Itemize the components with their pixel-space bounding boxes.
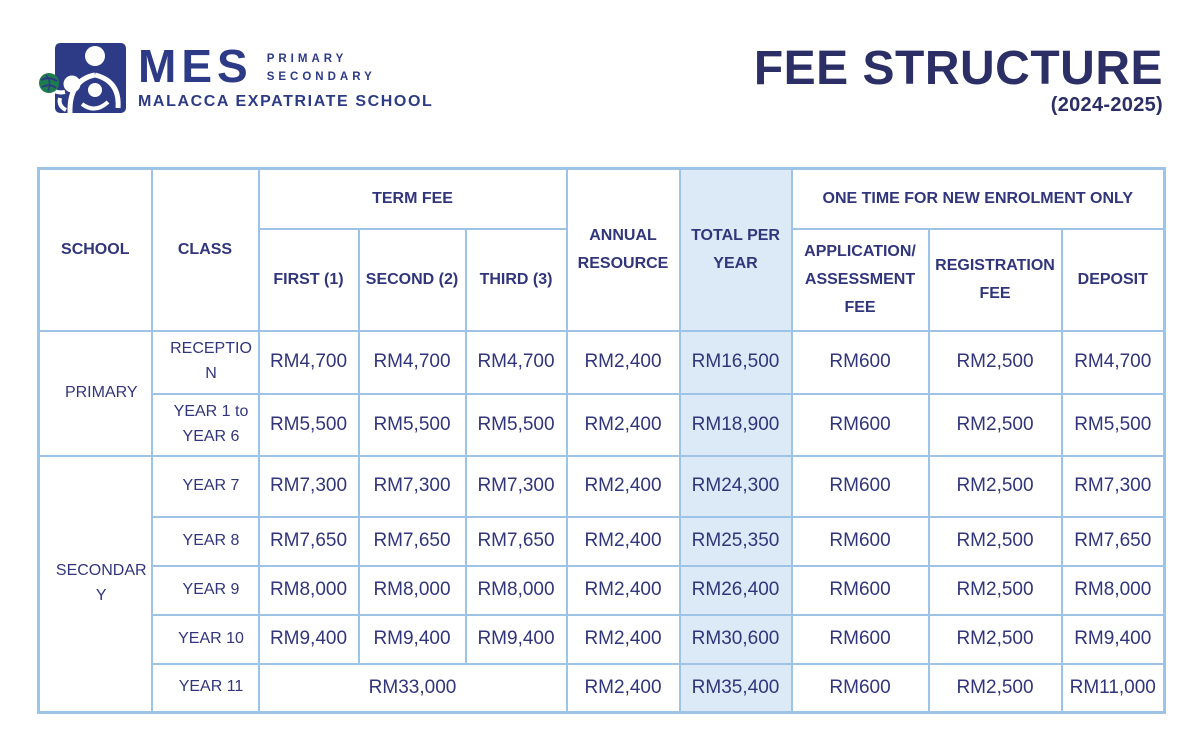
table-row bbox=[39, 664, 1165, 713]
mes-logo-icon bbox=[38, 40, 130, 116]
third-term-fee-cell: RM8,000 bbox=[466, 566, 567, 615]
school-cell-secondary: SECONDARY bbox=[39, 456, 152, 713]
fee-structure-table bbox=[37, 167, 1166, 714]
col-header-total-per-year: TOTAL PER YEAR bbox=[680, 169, 792, 331]
annual-resource-cell: RM2,400 bbox=[567, 331, 680, 394]
page-subtitle: (2024-2025) bbox=[1050, 94, 1163, 116]
application-fee-cell: RM600 bbox=[792, 615, 929, 664]
second-term-fee-cell: RM7,650 bbox=[359, 517, 466, 566]
annual-resource-cell: RM2,400 bbox=[567, 566, 680, 615]
deposit-cell: RM7,300 bbox=[1062, 456, 1165, 517]
merged-term-fee-cell: RM33,000 bbox=[259, 664, 567, 713]
second-term-fee-cell: RM7,300 bbox=[359, 456, 466, 517]
table-row bbox=[39, 517, 1165, 566]
page-header bbox=[38, 40, 1163, 117]
table-row bbox=[39, 615, 1165, 664]
first-term-fee-cell: RM8,000 bbox=[259, 566, 359, 615]
col-header-one-time: ONE TIME FOR NEW ENROLMENT ONLY bbox=[792, 169, 1165, 229]
second-term-fee-cell: RM8,000 bbox=[359, 566, 466, 615]
total-per-year-cell: RM26,400 bbox=[680, 566, 792, 615]
col-header-third-term: THIRD (3) bbox=[466, 229, 567, 331]
table-row bbox=[39, 394, 1165, 456]
application-fee-cell: RM600 bbox=[792, 394, 929, 456]
deposit-cell: RM8,000 bbox=[1062, 566, 1165, 615]
col-header-term-fee: TERM FEE bbox=[259, 169, 567, 229]
annual-resource-cell: RM2,400 bbox=[567, 394, 680, 456]
registration-fee-cell: RM2,500 bbox=[929, 394, 1062, 456]
application-fee-cell: RM600 bbox=[792, 331, 929, 394]
application-fee-cell: RM600 bbox=[792, 664, 929, 713]
school-logo bbox=[38, 40, 433, 116]
third-term-fee-cell: RM4,700 bbox=[466, 331, 567, 394]
col-header-application-fee: APPLICATION/ ASSESSMENT FEE bbox=[792, 229, 929, 331]
school-cell-primary: PRIMARY bbox=[39, 331, 152, 456]
registration-fee-cell: RM2,500 bbox=[929, 517, 1062, 566]
logo-acronym: MES bbox=[138, 40, 253, 92]
document-title-block bbox=[754, 40, 1163, 117]
col-header-second-term: SECOND (2) bbox=[359, 229, 466, 331]
third-term-fee-cell: RM7,300 bbox=[466, 456, 567, 517]
application-fee-cell: RM600 bbox=[792, 517, 929, 566]
first-term-fee-cell: RM4,700 bbox=[259, 331, 359, 394]
second-term-fee-cell: RM5,500 bbox=[359, 394, 466, 456]
class-cell: YEAR 8 bbox=[152, 517, 259, 566]
logo-level-secondary: SECONDARY bbox=[266, 70, 376, 83]
application-fee-cell: RM600 bbox=[792, 566, 929, 615]
class-cell: YEAR 1 to YEAR 6 bbox=[152, 394, 259, 456]
total-per-year-cell: RM16,500 bbox=[680, 331, 792, 394]
table-row bbox=[39, 456, 1165, 517]
logo-level-primary: PRIMARY bbox=[266, 53, 348, 65]
page-title: FEE STRUCTURE bbox=[753, 42, 1163, 95]
total-per-year-cell: RM18,900 bbox=[680, 394, 792, 456]
logo-text-block bbox=[138, 40, 433, 111]
annual-resource-cell: RM2,400 bbox=[567, 517, 680, 566]
second-term-fee-cell: RM9,400 bbox=[359, 615, 466, 664]
annual-resource-cell: RM2,400 bbox=[567, 456, 680, 517]
registration-fee-cell: RM2,500 bbox=[929, 566, 1062, 615]
annual-resource-cell: RM2,400 bbox=[567, 615, 680, 664]
total-per-year-cell: RM35,400 bbox=[680, 664, 792, 713]
col-header-first-term: FIRST (1) bbox=[259, 229, 359, 331]
logo-school-name: MALACCA EXPATRIATE SCHOOL bbox=[138, 92, 434, 110]
first-term-fee-cell: RM5,500 bbox=[259, 394, 359, 456]
application-fee-cell: RM600 bbox=[792, 456, 929, 517]
class-cell: YEAR 7 bbox=[152, 456, 259, 517]
total-per-year-cell: RM25,350 bbox=[680, 517, 792, 566]
registration-fee-cell: RM2,500 bbox=[929, 331, 1062, 394]
third-term-fee-cell: RM7,650 bbox=[466, 517, 567, 566]
class-cell: YEAR 11 bbox=[152, 664, 259, 713]
col-header-school: SCHOOL bbox=[39, 169, 152, 331]
col-header-deposit: DEPOSIT bbox=[1062, 229, 1165, 331]
deposit-cell: RM9,400 bbox=[1062, 615, 1165, 664]
registration-fee-cell: RM2,500 bbox=[929, 615, 1062, 664]
logo-levels bbox=[267, 48, 376, 87]
deposit-cell: RM5,500 bbox=[1062, 394, 1165, 456]
deposit-cell: RM4,700 bbox=[1062, 331, 1165, 394]
total-per-year-cell: RM24,300 bbox=[680, 456, 792, 517]
deposit-cell: RM7,650 bbox=[1062, 517, 1165, 566]
class-cell: YEAR 9 bbox=[152, 566, 259, 615]
third-term-fee-cell: RM9,400 bbox=[466, 615, 567, 664]
table-row bbox=[39, 331, 1165, 394]
first-term-fee-cell: RM7,300 bbox=[259, 456, 359, 517]
class-cell: RECEPTION bbox=[152, 331, 259, 394]
first-term-fee-cell: RM7,650 bbox=[259, 517, 359, 566]
deposit-cell: RM11,000 bbox=[1062, 664, 1165, 713]
registration-fee-cell: RM2,500 bbox=[929, 456, 1062, 517]
class-cell: YEAR 10 bbox=[152, 615, 259, 664]
second-term-fee-cell: RM4,700 bbox=[359, 331, 466, 394]
col-header-class: CLASS bbox=[152, 169, 259, 331]
table-row bbox=[39, 566, 1165, 615]
col-header-annual-resource: ANNUAL RESOURCE bbox=[567, 169, 680, 331]
third-term-fee-cell: RM5,500 bbox=[466, 394, 567, 456]
annual-resource-cell: RM2,400 bbox=[567, 664, 680, 713]
registration-fee-cell: RM2,500 bbox=[929, 664, 1062, 713]
total-per-year-cell: RM30,600 bbox=[680, 615, 792, 664]
col-header-registration-fee: REGISTRATION FEE bbox=[929, 229, 1062, 331]
first-term-fee-cell: RM9,400 bbox=[259, 615, 359, 664]
